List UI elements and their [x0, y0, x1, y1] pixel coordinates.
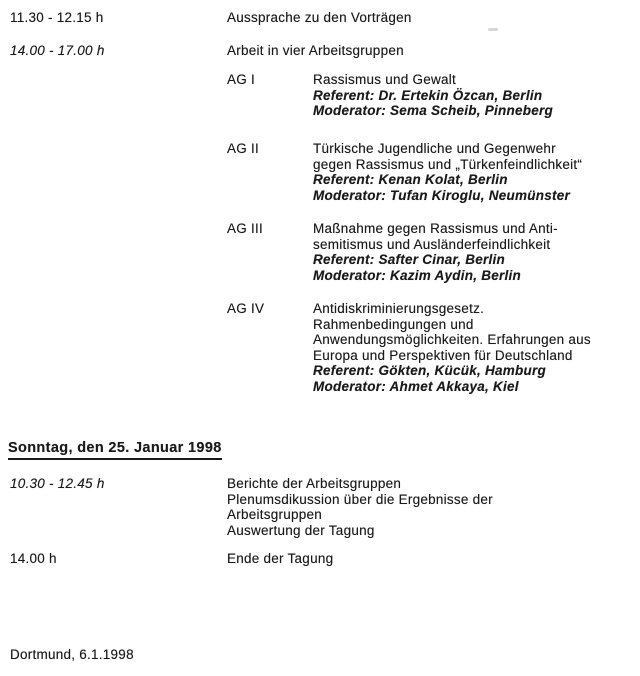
time-label: 14.00 - 17.00 h: [10, 43, 105, 58]
day-heading: [8, 441, 222, 460]
activity-label: Arbeit in vier Arbeitsgruppen: [227, 43, 404, 58]
time-label: 11.30 - 12.15 h: [10, 10, 104, 25]
workgroup-referent: Referent: Kenan Kolat, Berlin: [313, 172, 508, 188]
workgroup-referent: Referent: Safter Cinar, Berlin: [313, 252, 506, 268]
workgroup-description: [313, 221, 558, 283]
workgroup-topic-line: gegen Rassismus und „Türkenfeindlichkeit“: [313, 156, 583, 172]
activity-line: Plenumsdikussion über die Ergebnisse der: [227, 491, 493, 507]
workgroup-topic-line: Europa und Perspektiven für Deutschland: [313, 347, 573, 363]
workgroup-description: [313, 301, 591, 395]
workgroup-description: [313, 141, 582, 203]
workgroup-topic-line: Anwendungsmöglichkeiten. Erfahrungen aus: [313, 332, 591, 348]
workgroup-label: AG I: [227, 72, 256, 87]
workgroup-topic-line: Antidiskriminierungsgesetz.: [313, 301, 485, 316]
workgroup-topic-line: semitismus und Ausländerfeindlichkeit: [313, 236, 551, 252]
workgroup-referent: Referent: Dr. Ertekin Özcan, Berlin: [313, 87, 543, 103]
workgroup-topic-line: Maßnahme gegen Rassismus und Anti-: [313, 221, 558, 236]
scan-artifact: [488, 28, 498, 31]
activity-lines: [227, 476, 493, 538]
workgroup-topic-line: Rassismus und Gewalt: [313, 72, 457, 87]
workgroup-moderator: Moderator: Kazim Aydin, Berlin: [313, 267, 522, 283]
workgroup-moderator: Moderator: Tufan Kiroglu, Neumünster: [313, 187, 571, 203]
workgroup-moderator: Moderator: Ahmet Akkaya, Kiel: [313, 378, 519, 394]
activity-line: Auswertung der Tagung: [227, 522, 375, 538]
time-label: 14.00 h: [10, 551, 57, 566]
workgroup-moderator: Moderator: Sema Scheib, Pinneberg: [313, 103, 554, 119]
activity-lines: [227, 551, 333, 567]
workgroup-label: AG III: [227, 221, 264, 236]
activity-line: Arbeitsgruppen: [227, 507, 323, 523]
workgroup-topic-line: Rahmenbedingungen und: [313, 316, 474, 332]
workgroup-label: AG II: [227, 141, 260, 156]
time-label: 10.30 - 12.45 h: [10, 476, 105, 491]
place-date-line: Dortmund, 6.1.1998: [10, 647, 134, 662]
workgroup-referent: Referent: Gökten, Kücük, Hamburg: [313, 363, 547, 379]
day-heading-text: Sonntag, den 25. Januar 1998: [8, 441, 222, 460]
activity-label: Aussprache zu den Vorträgen: [227, 10, 412, 25]
activity-line: Ende der Tagung: [227, 551, 334, 566]
workgroup-topic-line: Türkische Jugendliche und Gegenwehr: [313, 141, 556, 156]
schedule-row: [0, 551, 640, 567]
workgroup-description: [313, 72, 553, 119]
schedule-row: [0, 10, 640, 26]
schedule-row: [0, 43, 640, 59]
workgroup-label: AG IV: [227, 301, 265, 316]
activity-line: Berichte der Arbeitsgruppen: [227, 476, 402, 491]
